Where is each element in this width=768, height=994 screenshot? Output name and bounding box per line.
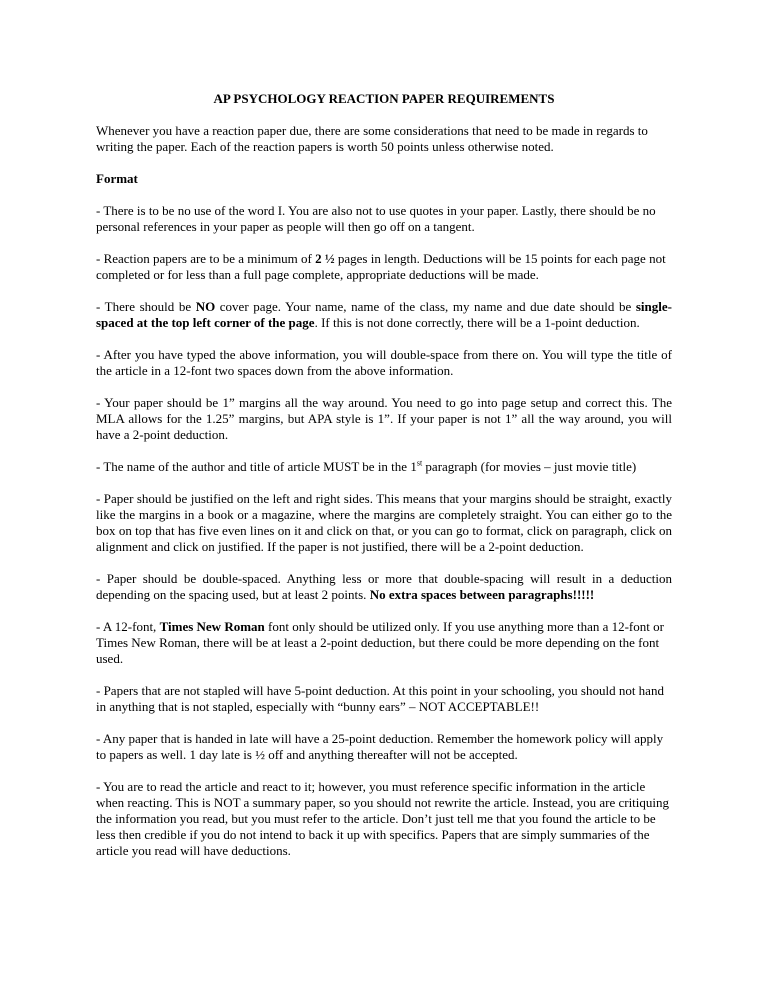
intro-paragraph: Whenever you have a reaction paper due, there are some considerations that need to be made in regards to writing the paper. Each of the reaction papers is worth 50 points unless otherwise noted. [96,123,648,154]
rule-justified: - Paper should be justified on the left and right sides. This means that your margins should be straight, exactly like the margins in a book or a magazine, where the margins are completely straight. You can either go to the box on top that has five even lines on it and click on that, or you can go to format, click on paragraph, click on alignment and click on justified. If the paper is not justified, there will be a 2-point deduction. [96,491,672,554]
rule-late: - Any paper that is handed in late will have a 25-point deduction. Remember the homework policy will apply to papers as well. 1 day late is ½ off and anything thereafter will not be accepted. [96,731,664,762]
rule-length: - Reaction papers are to be a minimum of 2 ½ pages in length. Deductions will be 15 points for each page not completed or for less than a full page complete, appropriate deductions will be made. [96,251,666,282]
rule-double-spaced: - Paper should be double-spaced. Anything less or more that double-spacing will result in a deduction depending on the spacing used, but at least 2 points. No extra spaces between paragraphs!!!!! [96,571,672,602]
section-heading-format: Format [96,171,138,186]
rule-double-space: - After you have typed the above information, you will double-space from there on. You will type the title of the article in a 12-font two spaces down from the above information. [96,347,672,378]
document-title: AP PSYCHOLOGY REACTION PAPER REQUIREMENTS [213,91,555,106]
rule-no-first-person: - There is to be no use of the word I. You are also not to use quotes in your paper. Lastly, there should be no personal references in your paper as people will then go off on a tangent. [96,203,656,234]
rule-font: - A 12-font, Times New Roman font only should be utilized only. If you use anything more than a 12-font or Times New Roman, there will be at least a 2-point deduction, but there could be more depending on the font used. [96,619,664,666]
rule-react: - You are to read the article and react to it; however, you must reference specific information in the article when reacting. This is NOT a summary paper, so you should not rewrite the article. Instead, you are critiquing the information you read, but you must refer to the article. Don’t just tell me that you found the article to be less then credible if you do not intend to back it up with specifics. Papers that are simply summaries of the article you read will have deductions. [96,779,670,858]
rule-cover-page: - There should be NO cover page. Your name, name of the class, my name and due date should be single-spaced at the top left corner of the page. If this is not done correctly, there will be a 1-point deduction. [96,299,672,330]
rule-author-title: - The name of the author and title of article MUST be in the 1st paragraph (for movies – just movie title) [96,458,637,474]
rule-stapled: - Papers that are not stapled will have 5-point deduction. At this point in your schooling, you should not hand in anything that is not stapled, especially with “bunny ears” – NOT ACCEPTABLE!! [96,683,664,714]
rule-margins: - Your paper should be 1” margins all the way around. You need to go into page setup and correct this. The MLA allows for the 1.25” margins, but APA style is 1”. If your paper is not 1” all the way around, you will have a 2-point deduction. [96,395,672,442]
